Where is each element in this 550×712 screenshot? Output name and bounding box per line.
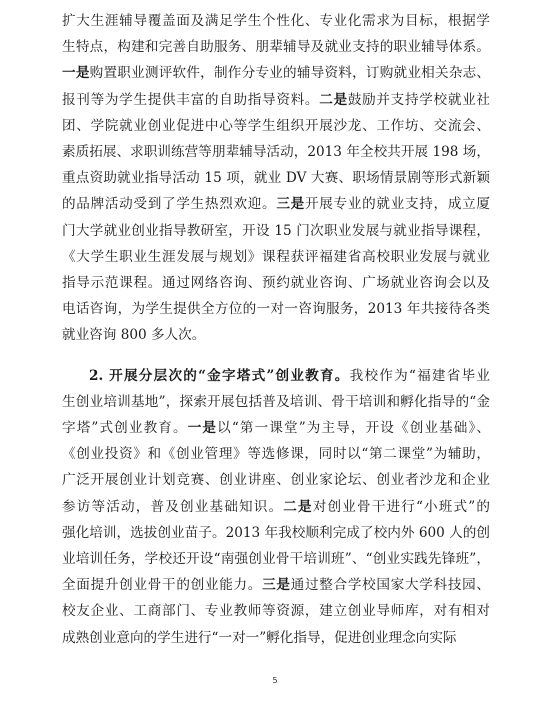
text-run: 《创业投资》和《创业管理》等选修课，同时以“第二课堂”为辅助， [62, 446, 490, 463]
text-run: 重点资助就业指导活动 15 项，就业 DV 大赛、职场情景剧等形式新颖 [62, 170, 490, 187]
text-line [62, 389, 490, 415]
text-run: 校友企业、工商部门、专业教师等资源，建立创业导师库，对有相对 [62, 603, 490, 620]
text-line [62, 191, 490, 217]
text-run: 通过整合学校国家大学科技园、 [290, 577, 491, 594]
text-run: 鼓励并支持学校就业社 [347, 91, 491, 108]
text-line [62, 113, 490, 139]
text-run: 广泛开展创业计划竞赛、创业讲座、创业家论坛、创业者沙龙和企业 [62, 472, 490, 489]
text-line [62, 546, 490, 572]
text-line [62, 244, 490, 270]
text-run: 生创业培训基地”，探索开展包括普及培训、骨干培训和孵化指导的“金 [62, 393, 490, 410]
text-line [62, 467, 490, 493]
text-line [62, 598, 490, 624]
text-line [62, 270, 490, 296]
text-line [62, 625, 490, 651]
bold-text-run: 二是 [319, 91, 348, 108]
text-run: 电话咨询，为学生提供全方位的一对一咨询服务，2013 年共接待各类 [62, 301, 490, 318]
text-run: 门大学就业创业指导教研室，开设 15 门次职业发展与就业指导课程， [62, 222, 490, 239]
text-run: 《大学生职业生涯发展与规划》课程获评福建省高校职业发展与就业 [62, 248, 490, 265]
text-run: 团、学院就业创业促进中心等学生组织开展沙龙、工作坊、交流会、 [62, 117, 490, 134]
text-run: 字塔”式创业教育。 [62, 420, 188, 437]
text-line [62, 363, 490, 389]
text-run: 指导示范课程。通过网络咨询、预约就业咨询、广场就业咨询会以及 [62, 275, 490, 292]
paragraph-career-guidance [62, 8, 490, 349]
text-run: 扩大生涯辅导覆盖面及满足学生个性化、专业化需求为目标，根据学 [62, 13, 490, 29]
paragraph-entrepreneurship-education [62, 363, 490, 651]
text-line [62, 322, 490, 348]
text-run: 业培训任务，学校还开设“南强创业骨干培训班”、“创业实践先锋班”， [62, 551, 490, 568]
text-run: 我校作为“福建省毕业 [349, 367, 490, 384]
bold-text-run: 一是 [187, 420, 218, 437]
paragraph-gap [62, 349, 490, 363]
page-number: 5 [272, 676, 278, 685]
text-run: 报刊等为学生提供丰富的自助指导资料。 [62, 91, 320, 108]
text-line [62, 572, 490, 598]
text-line [62, 8, 490, 34]
text-line [62, 415, 490, 441]
text-run: 全面提升创业骨干的创业能力。 [62, 577, 263, 594]
text-run: 就业咨询 800 多人次。 [62, 327, 206, 344]
text-line [62, 441, 490, 467]
text-run: 的品牌活动受到了学生热烈欢迎。 [62, 196, 277, 213]
bold-text-run: 二是 [283, 498, 313, 515]
bold-text-run: 一是 [62, 65, 90, 82]
bold-text-run: 三是 [276, 196, 305, 213]
bold-text-run: 三是 [262, 577, 291, 594]
text-run: 以“第一课堂”为主导，开设《创业基础》、 [217, 420, 491, 437]
text-run: 生特点，构建和完善自助服务、朋辈辅导及就业支持的职业辅导体系。 [62, 39, 490, 56]
text-line [62, 165, 490, 191]
text-line [62, 60, 490, 86]
text-line [62, 87, 490, 113]
bold-text-run: 2. 开展分层次的“金字塔式”创业教育。 [89, 367, 350, 384]
text-line [62, 218, 490, 244]
text-line [62, 520, 490, 546]
text-run: 成熟创业意向的学生进行“一对一”孵化指导，促进创业理念向实际 [62, 629, 457, 646]
text-line [62, 139, 490, 165]
text-run: 对创业骨干进行“小班式”的 [312, 498, 490, 515]
text-line [62, 34, 490, 60]
text-line [62, 296, 490, 322]
document-page [62, 8, 490, 651]
text-run: 参访等活动，普及创业基础知识。 [62, 498, 284, 515]
text-run: 素质拓展、求职训练营等朋辈辅导活动，2013 年全校共开展 198 场， [62, 144, 490, 161]
text-run: 强化培训，选拔创业苗子。2013 年我校顺利完成了校内外 600 人的创 [62, 524, 490, 541]
text-run: 购置职业测评软件，制作分专业的辅导资料，订购就业相关杂志、 [89, 65, 491, 82]
text-run: 开展专业的就业支持，成立厦 [304, 196, 491, 213]
text-line [62, 494, 490, 520]
